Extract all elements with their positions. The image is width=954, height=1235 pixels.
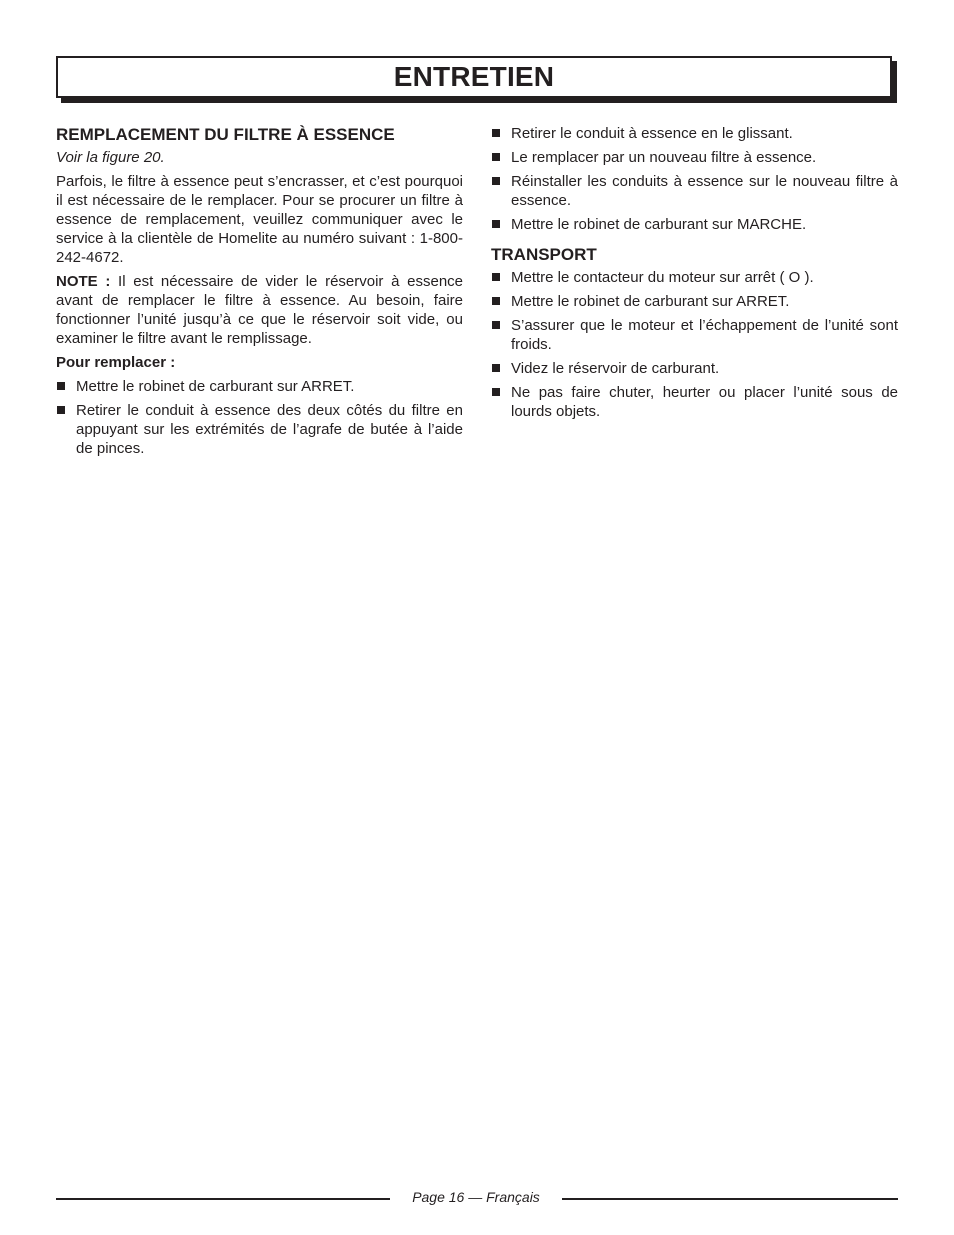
footer-rule-left xyxy=(56,1198,390,1200)
page-title: ENTRETIEN xyxy=(393,61,555,92)
square-bullet-icon xyxy=(492,321,500,329)
list-item-text: Réinstaller les conduits à essence sur le nouveau filtre à essence. xyxy=(511,173,898,209)
list-item-text: Retirer le conduit à essence des deux côtés du filtre en appuyant sur les extrémités de l’agrafe de butée à l’aide de pinces. xyxy=(76,402,463,457)
list-item-text: S’assurer que le moteur et l’échappement de l’unité sont froids. xyxy=(511,317,898,353)
note-label: NOTE : xyxy=(56,273,111,290)
list-item-text: Mettre le robinet de carburant sur ARRET. xyxy=(511,293,790,310)
square-bullet-icon xyxy=(57,382,65,390)
square-bullet-icon xyxy=(492,129,500,137)
square-bullet-icon xyxy=(492,153,500,161)
square-bullet-icon xyxy=(492,177,500,185)
procedure-subheading: Pour remplacer : xyxy=(56,354,176,371)
square-bullet-icon xyxy=(57,406,65,414)
list-item xyxy=(491,268,898,287)
list-item xyxy=(491,148,898,167)
figure-reference: Voir la figure 20. xyxy=(56,149,165,166)
list-item-text: Videz le réservoir de carburant. xyxy=(511,360,720,377)
list-item-text: Ne pas faire chuter, heurter ou placer l’unité sous de lourds objets. xyxy=(511,384,898,420)
note-text: Il est nécessaire de vider le réservoir à essence avant de remplacer le filtre à essence. Au besoin, faire fonctionner l’unité jusqu’à ce que le réservoir soit vide, ou examiner le filtre avant le remplissage. xyxy=(56,273,463,347)
right-column xyxy=(491,124,898,426)
section-heading-transport: TRANSPORT xyxy=(491,245,597,264)
page-title-box xyxy=(56,56,892,98)
replace-steps-list xyxy=(56,377,463,458)
transport-steps-list xyxy=(491,268,898,421)
section-heading-fuel-filter: REMPLACEMENT DU FILTRE À ESSENCE xyxy=(56,125,395,144)
list-item xyxy=(491,215,898,234)
square-bullet-icon xyxy=(492,220,500,228)
footer-rule-right xyxy=(562,1198,898,1200)
square-bullet-icon xyxy=(492,273,500,281)
list-item xyxy=(491,316,898,354)
list-item-text: Mettre le robinet de carburant sur ARRET. xyxy=(76,378,355,395)
intro-paragraph: Parfois, le filtre à essence peut s’encrasser, et c’est pourquoi il est nécessaire de le remplacer. Pour se procurer un filtre à essence de remplacement, veuillez communiquer avec le service à la clientèle de Homelite au numéro suivant : 1-800-242-4672. xyxy=(56,173,463,266)
page-footer: Page 16 — Français xyxy=(412,1189,540,1205)
list-item-text: Retirer le conduit à essence en le glissant. xyxy=(511,125,793,142)
note-paragraph xyxy=(56,272,463,348)
list-item xyxy=(491,172,898,210)
square-bullet-icon xyxy=(492,297,500,305)
list-item-text: Mettre le robinet de carburant sur MARCHE. xyxy=(511,216,807,233)
list-item xyxy=(491,383,898,421)
replace-steps-continued-list xyxy=(491,124,898,234)
list-item xyxy=(491,124,898,143)
square-bullet-icon xyxy=(492,388,500,396)
list-item xyxy=(491,359,898,378)
list-item-text: Le remplacer par un nouveau filtre à essence. xyxy=(511,149,817,166)
list-item xyxy=(491,292,898,311)
left-column xyxy=(56,124,463,463)
square-bullet-icon xyxy=(492,364,500,372)
list-item xyxy=(56,377,463,396)
list-item xyxy=(56,401,463,458)
list-item-text: Mettre le contacteur du moteur sur arrêt ( O ). xyxy=(511,269,814,286)
